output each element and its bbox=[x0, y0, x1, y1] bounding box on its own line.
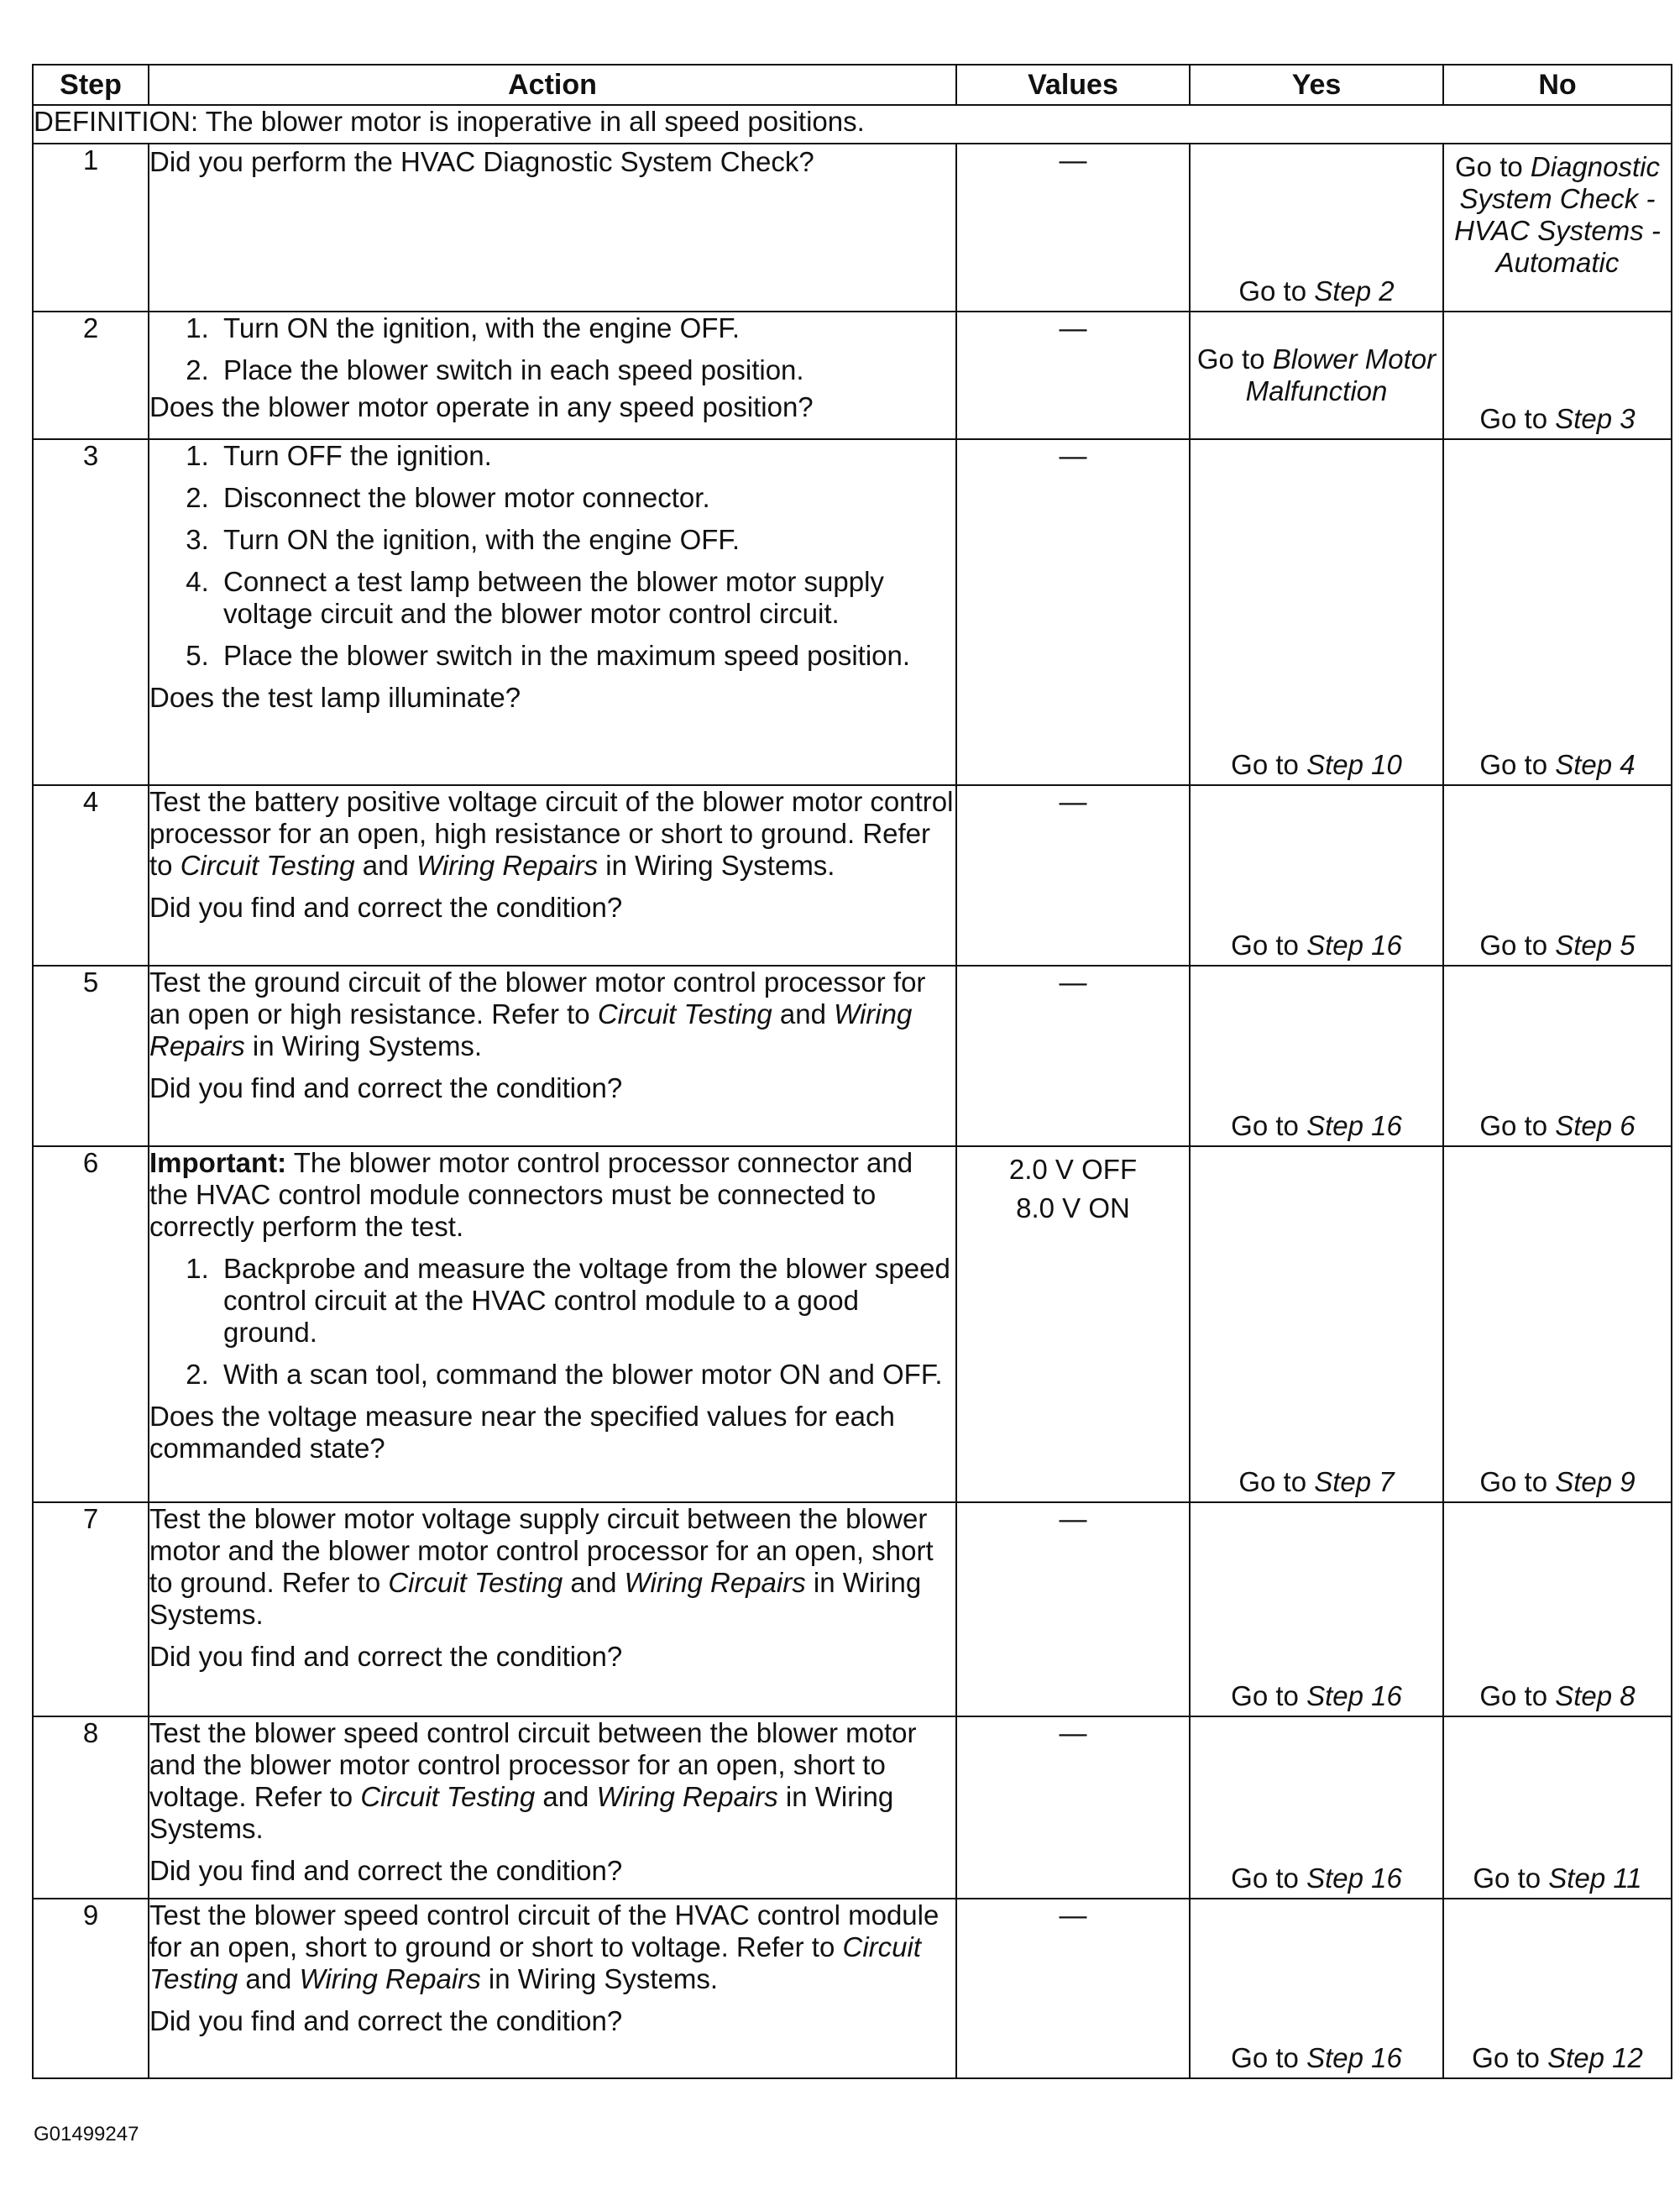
no-link[interactable]: Step 6 bbox=[1555, 1110, 1636, 1141]
action-text-part: in Wiring Systems. bbox=[244, 1030, 483, 1061]
table-row bbox=[33, 1502, 1672, 1716]
no-link[interactable]: Step 4 bbox=[1555, 749, 1636, 780]
no-link[interactable]: Diagnostic System Check - HVAC Systems - Automatic bbox=[1454, 151, 1661, 278]
action-text-part: and bbox=[563, 1567, 625, 1598]
no-result bbox=[1444, 749, 1671, 781]
action-text-part: Test the blower speed control circuit of the HVAC control module for an open, short to ground or short to voltage. Refer to bbox=[149, 1899, 939, 1962]
step-number: 5 bbox=[33, 966, 149, 1146]
action-text-part: Test the blower motor voltage supply circuit between the blower motor and the blower motor control processor for an open, short to ground. Refer to bbox=[149, 1503, 934, 1598]
no-link[interactable]: Step 11 bbox=[1548, 1863, 1642, 1894]
yes-result bbox=[1191, 343, 1442, 407]
action-question: Does the test lamp illuminate? bbox=[149, 682, 521, 713]
values-cell: — bbox=[956, 1502, 1190, 1716]
no-link[interactable]: Step 9 bbox=[1555, 1466, 1636, 1497]
yes-result bbox=[1191, 1110, 1442, 1142]
action-text-part: in Wiring Systems. bbox=[480, 1963, 719, 1994]
step-number: 8 bbox=[33, 1716, 149, 1899]
circuit-testing-ref[interactable]: Circuit Testing bbox=[597, 998, 772, 1030]
action-question: Did you find and correct the condition? bbox=[149, 2005, 623, 2036]
no-cell bbox=[1443, 144, 1672, 312]
table-row bbox=[33, 785, 1672, 966]
no-prefix: Go to bbox=[1472, 2042, 1548, 2073]
important-note bbox=[149, 1147, 955, 1243]
yes-cell bbox=[1190, 312, 1443, 439]
yes-link[interactable]: Step 16 bbox=[1306, 1680, 1402, 1711]
action-cell bbox=[149, 1146, 956, 1502]
no-result bbox=[1444, 1680, 1671, 1712]
action-text bbox=[149, 786, 955, 882]
no-cell bbox=[1443, 1146, 1672, 1502]
procedure-list bbox=[149, 1253, 955, 1391]
yes-cell bbox=[1190, 1899, 1443, 2078]
action-text-part: in Wiring Systems. bbox=[598, 850, 835, 881]
yes-link[interactable]: Step 10 bbox=[1306, 749, 1402, 780]
step-number: 1 bbox=[33, 144, 149, 312]
no-result bbox=[1444, 930, 1671, 961]
procedure-item: 3. Turn ON the ignition, with the engine OFF. bbox=[217, 524, 955, 556]
action-question: Did you find and correct the condition? bbox=[149, 1641, 623, 1672]
circuit-testing-ref[interactable]: Circuit Testing bbox=[388, 1567, 563, 1598]
yes-cell bbox=[1190, 144, 1443, 312]
no-cell bbox=[1443, 1502, 1672, 1716]
wiring-repairs-ref[interactable]: Wiring Repairs bbox=[299, 1963, 481, 1994]
no-link[interactable]: Step 3 bbox=[1555, 403, 1636, 434]
yes-result bbox=[1191, 930, 1442, 961]
yes-prefix: Go to bbox=[1231, 930, 1307, 961]
action-text-part: Test the blower speed control circuit between the blower motor and the blower motor control processor for an open, short to voltage. Refer to bbox=[149, 1717, 917, 1812]
action-text-part: and bbox=[772, 998, 835, 1030]
action-cell bbox=[149, 312, 956, 439]
wiring-repairs-ref[interactable]: Wiring Repairs bbox=[149, 998, 913, 1061]
table-row bbox=[33, 1899, 1672, 2078]
table-row bbox=[33, 1716, 1672, 1899]
no-link[interactable]: Step 12 bbox=[1547, 2042, 1643, 2073]
procedure-item: 2. Place the blower switch in each speed position. bbox=[217, 354, 955, 386]
value-off: 2.0 V OFF bbox=[1008, 1154, 1138, 1185]
action-question: Does the blower motor operate in any speed position? bbox=[149, 391, 814, 422]
procedure-item: 1. Backprobe and measure the voltage from the blower speed control circuit at the HVAC control module to a good ground. bbox=[217, 1253, 955, 1349]
no-prefix: Go to bbox=[1473, 1863, 1549, 1894]
values-cell: — bbox=[956, 144, 1190, 312]
header-no: No bbox=[1443, 65, 1672, 105]
action-text-part: Test the ground circuit of the blower motor control processor for an open or high resistance. Refer to bbox=[149, 967, 926, 1030]
action-cell bbox=[149, 785, 956, 966]
no-cell bbox=[1443, 966, 1672, 1146]
table-row bbox=[33, 312, 1672, 439]
definition-text: DEFINITION: The blower motor is inoperative in all speed positions. bbox=[33, 105, 1672, 144]
action-question: Did you find and correct the condition? bbox=[149, 1072, 623, 1103]
action-cell bbox=[149, 1716, 956, 1899]
procedure-item: 2. Disconnect the blower motor connector. bbox=[217, 482, 955, 514]
yes-prefix: Go to bbox=[1231, 1110, 1307, 1141]
step-number: 3 bbox=[33, 439, 149, 785]
header-row bbox=[33, 65, 1672, 105]
yes-cell bbox=[1190, 1502, 1443, 1716]
circuit-testing-ref[interactable]: Circuit Testing bbox=[180, 850, 355, 881]
yes-cell bbox=[1190, 785, 1443, 966]
table-row bbox=[33, 1146, 1672, 1502]
step-number: 7 bbox=[33, 1502, 149, 1716]
yes-prefix: Go to bbox=[1231, 1863, 1307, 1894]
values-cell: — bbox=[956, 785, 1190, 966]
yes-link[interactable]: Step 16 bbox=[1306, 2042, 1402, 2073]
header-action: Action bbox=[149, 65, 956, 105]
values-cell bbox=[956, 1146, 1190, 1502]
procedure-item: 2. With a scan tool, command the blower motor ON and OFF. bbox=[217, 1359, 955, 1391]
no-cell bbox=[1443, 1899, 1672, 2078]
no-result bbox=[1444, 144, 1671, 279]
no-cell bbox=[1443, 785, 1672, 966]
yes-result bbox=[1191, 1466, 1442, 1498]
circuit-testing-ref[interactable]: Circuit Testing bbox=[360, 1781, 536, 1812]
action-text-part: in Wiring Systems. bbox=[149, 1781, 894, 1844]
action-cell bbox=[149, 1502, 956, 1716]
no-result bbox=[1444, 1466, 1671, 1498]
no-result bbox=[1444, 2042, 1671, 2074]
yes-link[interactable]: Blower Motor Malfunction bbox=[1245, 343, 1437, 406]
no-prefix: Go to bbox=[1479, 1680, 1556, 1711]
wiring-repairs-ref[interactable]: Wiring Repairs bbox=[416, 850, 599, 881]
yes-result bbox=[1191, 275, 1442, 307]
table-row bbox=[33, 966, 1672, 1146]
yes-prefix: Go to bbox=[1238, 275, 1315, 306]
no-prefix: Go to bbox=[1479, 1110, 1556, 1141]
action-text bbox=[149, 967, 955, 1062]
no-link[interactable]: Step 8 bbox=[1555, 1680, 1636, 1711]
no-result bbox=[1444, 1110, 1671, 1142]
yes-link[interactable]: Step 16 bbox=[1306, 1863, 1402, 1894]
action-text-part: and bbox=[354, 850, 416, 881]
yes-result bbox=[1191, 1863, 1442, 1894]
step-number: 4 bbox=[33, 785, 149, 966]
no-prefix: Go to bbox=[1479, 403, 1556, 434]
action-question: Did you perform the HVAC Diagnostic System Check? bbox=[149, 146, 814, 177]
yes-result bbox=[1191, 749, 1442, 781]
action-question: Does the voltage measure near the specified values for each commanded state? bbox=[149, 1401, 895, 1464]
yes-result bbox=[1191, 2042, 1442, 2074]
action-cell bbox=[149, 1899, 956, 2078]
important-label: Important: bbox=[149, 1147, 287, 1178]
action-text-part: and bbox=[535, 1781, 597, 1812]
no-prefix: Go to bbox=[1479, 930, 1556, 961]
no-result bbox=[1444, 403, 1671, 435]
values-cell: — bbox=[956, 312, 1190, 439]
procedure-item: 4. Connect a test lamp between the blower motor supply voltage circuit and the blower motor control circuit. bbox=[217, 566, 955, 630]
yes-prefix: Go to bbox=[1231, 1680, 1307, 1711]
table-row bbox=[33, 144, 1672, 312]
procedure-list bbox=[149, 312, 955, 386]
values-cell: — bbox=[956, 966, 1190, 1146]
step-number: 6 bbox=[33, 1146, 149, 1502]
step-number: 2 bbox=[33, 312, 149, 439]
yes-result bbox=[1191, 1680, 1442, 1712]
yes-cell bbox=[1190, 439, 1443, 785]
value-on: 8.0 V ON bbox=[1016, 1192, 1130, 1223]
action-cell bbox=[149, 439, 956, 785]
definition-row bbox=[33, 105, 1672, 144]
action-question: Did you find and correct the condition? bbox=[149, 1855, 623, 1886]
action-text-part: in Wiring Systems. bbox=[149, 1567, 922, 1630]
circuit-testing-ref[interactable]: Circuit Testing bbox=[149, 1931, 921, 1994]
header-step: Step bbox=[33, 65, 149, 105]
no-link[interactable]: Step 5 bbox=[1555, 930, 1636, 961]
yes-link[interactable]: Step 7 bbox=[1314, 1466, 1395, 1497]
wiring-repairs-ref[interactable]: Wiring Repairs bbox=[596, 1781, 778, 1812]
action-text bbox=[149, 1503, 955, 1631]
yes-cell bbox=[1190, 966, 1443, 1146]
procedure-item: 1. Turn ON the ignition, with the engine OFF. bbox=[217, 312, 955, 344]
action-question: Did you find and correct the condition? bbox=[149, 892, 623, 923]
no-cell bbox=[1443, 1716, 1672, 1899]
no-prefix: Go to bbox=[1479, 1466, 1556, 1497]
header-yes: Yes bbox=[1190, 65, 1443, 105]
action-text-part: and bbox=[238, 1963, 300, 1994]
action-cell bbox=[149, 966, 956, 1146]
yes-link[interactable]: Step 16 bbox=[1306, 1110, 1402, 1141]
no-prefix: Go to bbox=[1455, 151, 1531, 182]
procedure-item: 1. Turn OFF the ignition. bbox=[217, 440, 955, 472]
header-values: Values bbox=[956, 65, 1190, 105]
no-result bbox=[1444, 1863, 1671, 1894]
values-cell: — bbox=[956, 1716, 1190, 1899]
values-cell: — bbox=[956, 439, 1190, 785]
yes-cell bbox=[1190, 1716, 1443, 1899]
yes-prefix: Go to bbox=[1238, 1466, 1315, 1497]
wiring-repairs-ref[interactable]: Wiring Repairs bbox=[624, 1567, 806, 1598]
diagnostic-table bbox=[32, 64, 1672, 2079]
figure-code: G01499247 bbox=[34, 2123, 139, 2145]
action-text-part: Test the battery positive voltage circuit of the blower motor control processor for an open, high resistance or short to ground. Refer to bbox=[149, 786, 954, 881]
step-number: 9 bbox=[33, 1899, 149, 2078]
no-cell bbox=[1443, 312, 1672, 439]
procedure-item: 5. Place the blower switch in the maximum speed position. bbox=[217, 640, 955, 672]
values-cell: — bbox=[956, 1899, 1190, 2078]
yes-prefix: Go to bbox=[1231, 2042, 1307, 2073]
no-prefix: Go to bbox=[1479, 749, 1556, 780]
important-text: The blower motor control processor connector and the HVAC control module connectors must be connected to correctly perform the test. bbox=[149, 1147, 913, 1242]
yes-link[interactable]: Step 16 bbox=[1306, 930, 1402, 961]
no-cell bbox=[1443, 439, 1672, 785]
table-row bbox=[33, 439, 1672, 785]
yes-prefix: Go to bbox=[1196, 343, 1273, 375]
action-text bbox=[149, 1899, 955, 1995]
procedure-list bbox=[149, 440, 955, 672]
yes-link[interactable]: Step 2 bbox=[1314, 275, 1395, 306]
action-cell bbox=[149, 144, 956, 312]
yes-prefix: Go to bbox=[1231, 749, 1307, 780]
yes-cell bbox=[1190, 1146, 1443, 1502]
action-text bbox=[149, 1717, 955, 1845]
